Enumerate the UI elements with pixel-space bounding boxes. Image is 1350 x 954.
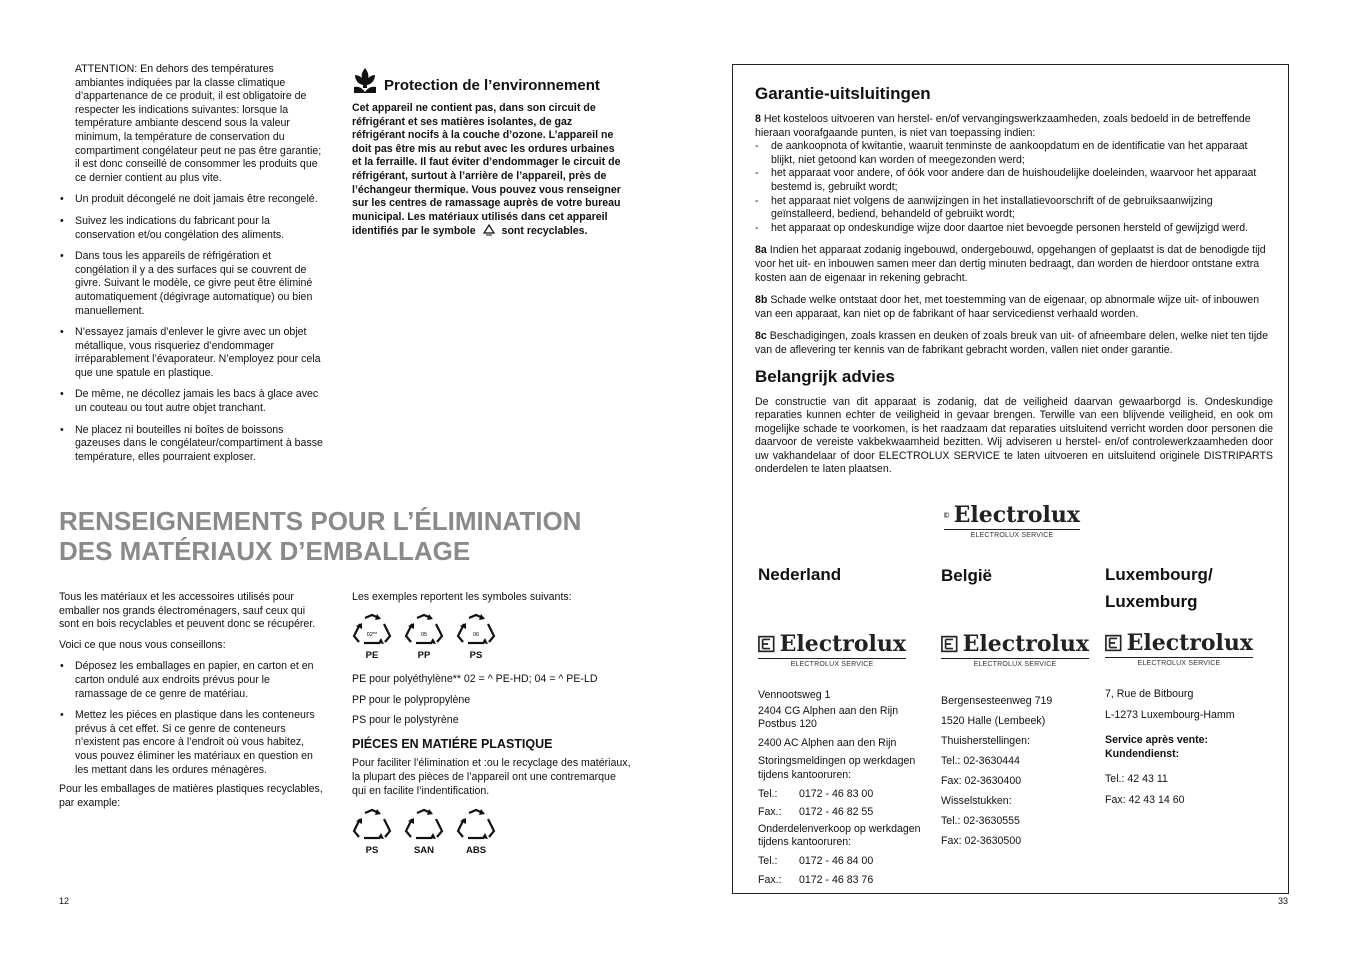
page-number-right: 33 xyxy=(1278,896,1289,906)
recycle-symbol: 02** PE xyxy=(350,612,394,661)
advice-text: De constructie van dit apparaat is zodanig, dat de veiligheid daarvan gewaarborgd is. Ondeskundige reparaties kunnen echter de veiligheid in gevaar brengen. Terwille van een blijvende veiligheid, en ook om mogelijke schade te voorkomen, is het raadzaam dat reparaties uitsluitend verricht worden door personen die daarvoor de vereiste vakbekwaamheid bezitten. Wij adviseren u herstel- en/of controlewerkzaamheden door uw vakhandelaar of door ELECTROLUX SERVICE te laten uitvoeren en uitsluitend originele DISTRIPARTS onderdelen te laten plaatsen. xyxy=(755,395,1273,476)
clause-8b: 8b Schade welke ontstaat door het, met toestemming van de eigenaar, op abnormale wijze uit- of inbouwen van een apparaat, kan niet op de fabrikant of haar servicedienst verhaald worden. xyxy=(755,294,1260,320)
country-lu-title: Luxembourg/ Luxemburg xyxy=(1105,565,1213,611)
plastic-text: Pour faciliter l’élimination et :ou le recyclage des matériaux, la plupart des pièces de l’appareil ont une contremarque qui en facilite l’indentification. xyxy=(352,757,631,797)
page-number-left: 12 xyxy=(59,896,70,906)
advice-title: Belangrijk advies xyxy=(755,366,895,386)
electrolux-e-icon xyxy=(758,635,775,653)
electrolux-logo-lu: Electrolux ELECTROLUX SERVICE xyxy=(1105,631,1253,667)
warnings-list xyxy=(59,193,325,464)
attention-paragraph: ATTENTION: En dehors des températures ambiantes indiquées par la classe climatique d’appartenance de ce produit, il est obligatoire de respecter les indications suivantes: lorsque la température ambiante descend sous la valeur minimum, la température de conservation du compartiment congélateur peut ne pas être garantie; il est donc conseillé de consommer les produits que ce dernier contient au plus vite. xyxy=(75,63,322,184)
packaging-list xyxy=(59,660,325,777)
list-item: - het apparaat op ondeskundige wijze door daartoe niet bevoegde personen hersteld of gewijzigd werd. xyxy=(755,221,1249,234)
list-item: • De même, ne décollez jamais les bacs à glace avec un couteau ou tout autre objet tranchant. xyxy=(59,388,325,415)
environment-title: Protection de l’environnement xyxy=(384,77,600,94)
list-item: • Mettez les piéces en plastique dans les conteneurs prévus à cet effet. Si ce genre de conteneurs n’existent pas encore à l’endroit où vous habitez, vous pouvez éliminer les matériaux en question en les mettant dans les ordures ménagères. xyxy=(59,709,325,777)
country-be-title: België xyxy=(941,566,993,585)
list-item: - de aankoopnota of kwitantie, waaruit tenminste de aankoopdatum en de identificatie van het apparaat blijkt, niet getoond kan worden of meegezonden werd; xyxy=(755,140,1248,166)
clause-8: 8 Het kosteloos uitvoeren van herstel- en/of vervangingswerkzaamheden, zoals bedoeld in de betreffende hieraan voorafgaande punten, is niet van toepassing indien: xyxy=(755,113,1251,139)
svg-text:06: 06 xyxy=(472,632,480,638)
packaging-advice: Voici ce que nous vous conseillons: xyxy=(59,638,226,651)
clause-8-items xyxy=(755,140,1273,235)
guarantee-section xyxy=(755,84,1273,477)
list-item: • Déposez les emballages en papier, en carton et en carton ondulé aux endroits prévus pour le ramassage de ce genre de matériau. xyxy=(59,660,325,701)
plastic-title: PIÉCES EN MATIÉRE PLASTIQUE xyxy=(352,736,553,751)
packaging-intro: Tous les matériaux et les accessoires utilisés pour emballer nos grands électroménagers, sauf ceux qui sont en bois recyclables et peuvent donc se récupérer. xyxy=(59,591,316,631)
list-item: • Un produit décongelé ne doit jamais être recongelé. xyxy=(59,193,325,207)
svg-text:05: 05 xyxy=(420,632,428,638)
recycle-triangle-icon xyxy=(350,612,394,650)
list-item: - het apparaat niet volgens de aanwijzingen in het installatievoorschrift of de gebruiksaanwijzing geïnstalleerd, bediend, behandeld of gebruikt wordt; xyxy=(755,194,1213,221)
clause-8a: 8a Indien het apparaat zodanig ingebouwd, ondergebouwd, opgehangen of geplaatst is dat de benodigde tijd voor het uit- en inbouwen samen meer dan dertig minuten bedraagt, dan worden de hierdoor ontstane extra kosten aan de eigenaar in rekening gebracht. xyxy=(755,244,1266,284)
recycle-symbol: 05 PP xyxy=(402,612,446,661)
recycle-triangle-icon xyxy=(350,807,394,845)
recycle-triangle-icon xyxy=(402,612,446,650)
recycle-icon xyxy=(482,224,496,236)
electrolux-logo-nl: Electrolux ELECTROLUX SERVICE xyxy=(758,632,906,668)
country-nl-title: Nederland xyxy=(758,565,842,584)
list-item: • Dans tous les appareils de réfrigération et congélation il y a des surfaces qui se couvrent de givre. Suivant le modèle, ce givre peut être éliminé automatiquement (dégivrage automatique) ou bien manuellement. xyxy=(59,250,325,318)
recycle-triangle-icon xyxy=(454,807,498,845)
pp-line: PP pour le polypropylène xyxy=(352,693,471,706)
environment-section xyxy=(352,66,622,239)
contact-lu: 7, Rue de Bitbourg L-1273 Luxembourg-Hamm Service après vente: Kundendienst: Tel.: 42 43 11 Fax: 42 43 14 60 xyxy=(1105,688,1235,806)
symbols-intro: Les exemples reportent les symboles suivants: xyxy=(352,591,572,603)
svg-text:02**: 02** xyxy=(366,632,378,638)
guarantee-body xyxy=(755,113,1273,358)
list-item: • Ne placez ni bouteilles ni boîtes de boissons gazeuses dans le congélateur/compartiment à basse température, elles pourraient exploser. xyxy=(59,424,325,465)
recycle-triangle-icon xyxy=(402,807,446,845)
clause-8c: 8c Beschadigingen, zoals krassen en deuken of zoals breuk van uit- of afneembare delen, welke niet ten tijde van de aflevering ter kennis van de fabrikant gebracht worden, vallen niet onder garantie. xyxy=(755,330,1268,356)
recycle-triangle-icon xyxy=(454,612,498,650)
recycle-symbol: SAN xyxy=(402,807,446,856)
flower-icon xyxy=(352,66,378,94)
packaging-column xyxy=(59,591,325,810)
recycle-symbol: ABS xyxy=(454,807,498,856)
contact-be: Bergensesteenweg 719 1520 Halle (Lembeek) Thuisherstellingen: Tel.: 02-3630444 Fax: 02-3630400 Wisselstukken: Tel.: 02-3630555 Fax: 02-3630500 xyxy=(941,695,1053,847)
contact-nl: Vennootsweg 1 2404 CG Alphen aan den Rijn Postbus 120 2400 AC Alphen aan den Rijn Storingsmeldingen op werkdagen tijdens kantooruren: Tel.: 0172 - 46 83 00 Fax.: 0172 - 46 82 55 Onderdelenverkoop op werkdagen tijdens kantooruren: Tel.: 0172 - 46 84 00 Fax.: 0172 - 46 83 76 xyxy=(758,689,921,886)
electrolux-e-icon xyxy=(941,635,958,653)
list-item: - het apparaat voor andere, of óók voor andere dan de huishoudelijke doeleinden, waarvoor het apparaat bestemd is, gebruikt wordt; xyxy=(755,167,1257,193)
symbols-legend xyxy=(352,673,632,798)
packaging-outro: Pour les emballages de matières plastiques recyclables, par example: xyxy=(59,783,323,809)
electrolux-e-icon xyxy=(1105,634,1122,652)
pe-line: PE pour polyéthylène** 02 = ^ PE-HD; 04 = ^ PE-LD xyxy=(352,673,598,685)
list-item: • Suivez les indications du fabricant pour la conservation et/ou congélation des aliments. xyxy=(59,215,325,242)
recycle-symbols-row-2 xyxy=(350,807,498,856)
recycle-symbols-row-1 xyxy=(350,612,498,661)
list-item: • N’essayez jamais d’enlever le givre avec un objet métallique, vous risqueriez d’endommager irréparablement l’évaporateur. N’employez pour cela que une spatule en plastique. xyxy=(59,326,325,380)
environment-text: Cet appareil ne contient pas, dans son circuit de réfrigérant et ses matières isolantes, de gaz réfrigérant nocifs à la couche d’ozone. L’appareil ne doit pas être mis au rebut avec les ordures urbaines et la ferraille. Il faut éviter d’endommager le circuit de réfrigérant, surtout à l’arrière de l’appareil, près de l’échangeur thermique. Vous pouvez vous renseigner sur les centres de ramassage auprès de votre bureau municipal. Les matériaux utilisés dans cet appareil identifiés par le symbole sont recyclables. xyxy=(352,102,621,238)
ps-line: PS pour le polystyrène xyxy=(352,714,459,727)
warnings-column xyxy=(59,63,325,464)
recycle-symbol: PS xyxy=(350,807,394,856)
recycle-symbol: 06 PS xyxy=(454,612,498,661)
electrolux-logo-main: Electrolux ELECTROLUX SERVICE xyxy=(944,503,1080,539)
electrolux-e-icon xyxy=(944,506,949,524)
electrolux-logo-be: Electrolux ELECTROLUX SERVICE xyxy=(941,632,1089,668)
guarantee-title: Garantie-uitsluitingen xyxy=(755,84,931,103)
section-title: RENSEIGNEMENTS POUR L’ÉLIMINATION DES MATÉRIAUX D’EMBALLAGE xyxy=(59,506,582,566)
